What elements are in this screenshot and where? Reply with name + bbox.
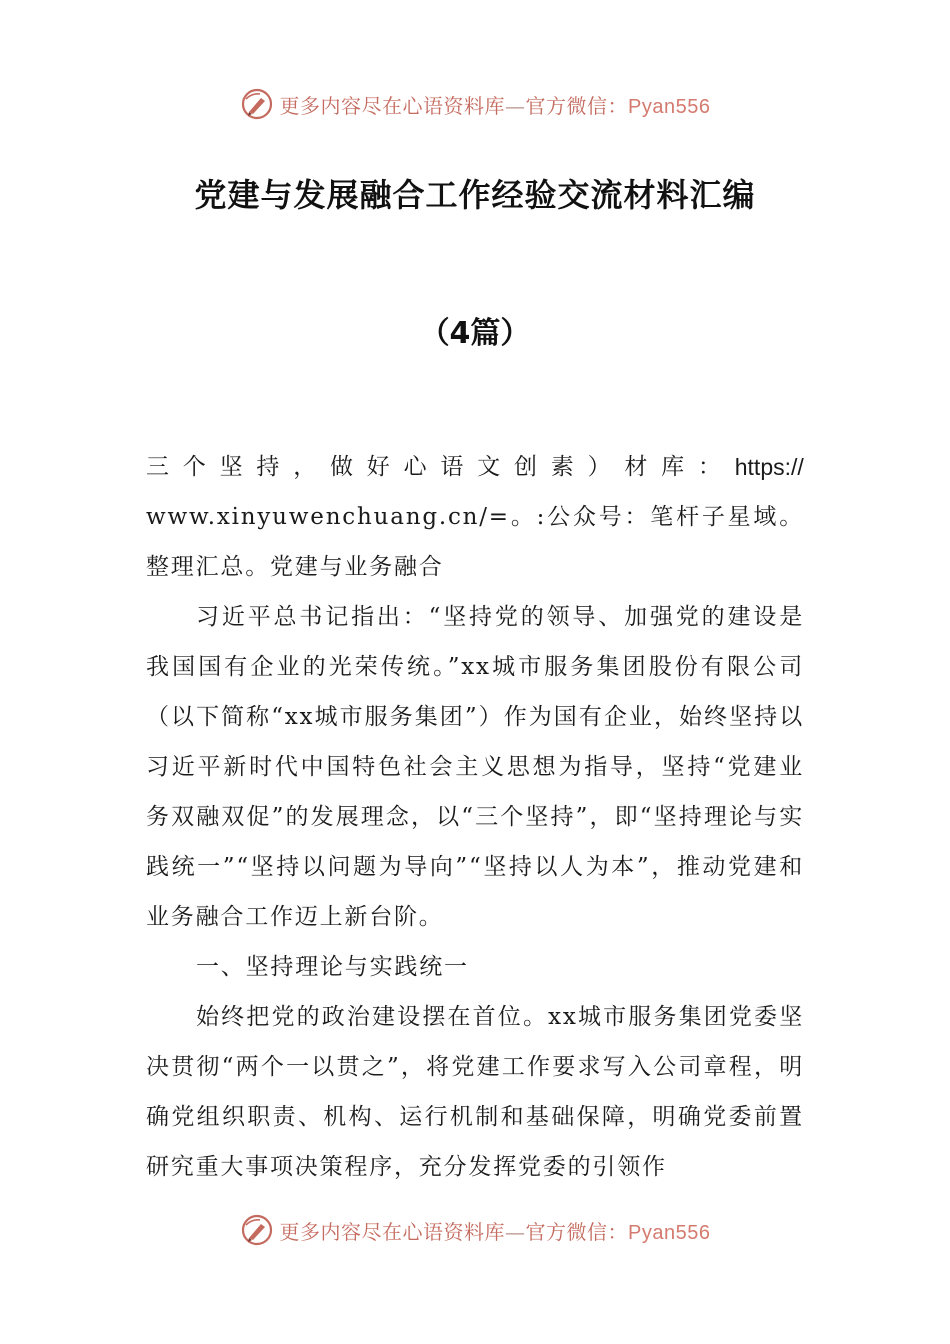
header-watermark-banner: [0, 84, 950, 124]
section-heading: 一、坚持理论与实践统一: [196, 954, 469, 980]
body-paragraph: 习近平总书记指出：“坚持党的领导、加强党的建设是我国国有企业的光荣传统。”xx城市服务集团股份有限公司（以下简称“xx城市服务集团”）作为国有企业，始终坚持以习近平新时代中国特色社会主义思想为指导，坚持“党建业务双融双促”的发展理念，以“三个坚持”，即“坚持理论与实践统一”“坚持以问题为导向”“坚持以人为本”，推动党建和业务融合工作迈上新台阶。: [146, 604, 804, 930]
document-title: 党建与发展融合工作经验交流材料汇编: [194, 176, 756, 214]
document-body: [146, 442, 804, 1192]
document-subtitle: （4篇）: [419, 316, 531, 351]
body-paragraph: 始终把党的政治建设摆在首位。xx城市服务集团党委坚决贯彻“两个一以贯之”，将党建工作要求写入公司章程，明确党组织职责、机构、运行机制和基础保障，明确党委前置研究重大事项决策程序，充分发挥党委的引领作: [146, 1004, 804, 1180]
wechat-handle: Pyan556: [628, 95, 711, 118]
intro-first-line: 三 个 坚 持 ， 做 好 心 语 文 创 素 ） 材 库 ： https://: [146, 454, 804, 480]
pen-logo-icon: [240, 1213, 274, 1247]
watermark-text: 更多内容尽在心语资料库—官方微信：Pyan556: [279, 93, 711, 118]
wechat-handle: Pyan556: [628, 1221, 711, 1244]
pen-logo-icon: [240, 87, 274, 121]
watermark-text: 更多内容尽在心语资料库—官方微信：Pyan556: [279, 1219, 711, 1244]
footer-watermark-banner: [0, 1210, 950, 1250]
intro-paragraph: www.xinyuwenchuang.cn/=。:公众号：笔杆子星域。整理汇总。党建与业务融合: [146, 504, 804, 580]
